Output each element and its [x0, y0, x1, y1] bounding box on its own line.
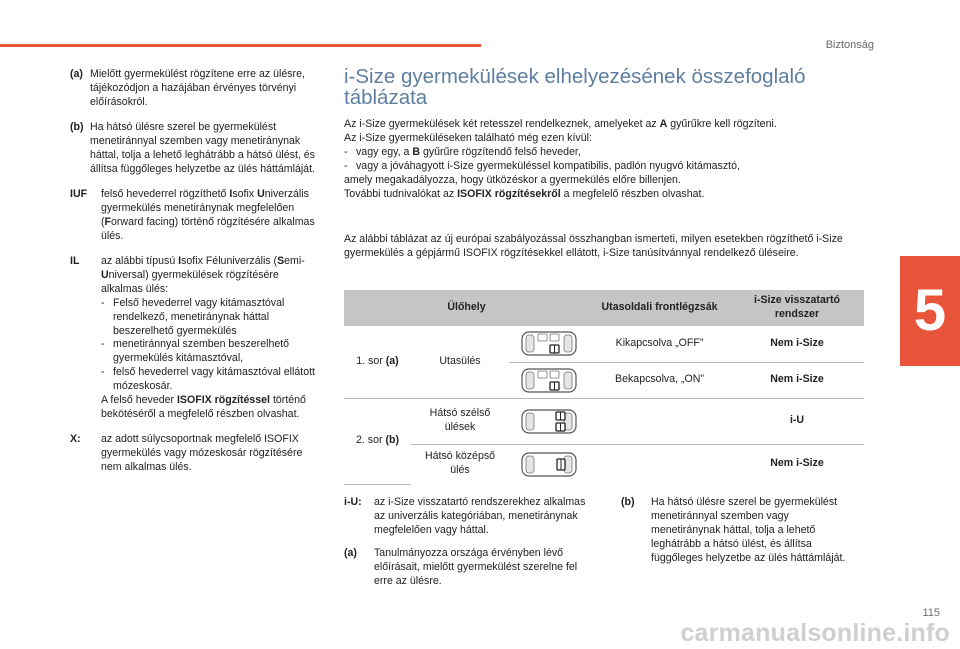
table-header-row — [344, 290, 864, 326]
seat-rear-outer: Hátsó szélső ülések — [411, 398, 509, 444]
table-row — [344, 398, 864, 444]
car-front-passenger-seat-icon — [509, 362, 589, 398]
row-label-second: 2. sor (b) — [344, 398, 411, 484]
seat-rear-middle: Hátsó középső ülés — [424, 450, 496, 477]
header-accent-bar — [0, 44, 481, 47]
row-label-first: 1. sor (a) — [344, 326, 411, 398]
intro-list — [344, 146, 864, 174]
footnote-b-tag: (b) — [621, 496, 635, 508]
isize-status: Nem i-Size — [730, 326, 864, 362]
iuf-text: felső hevederrel rögzíthető Isofix Univerzális gyermekülés menetiránynak megfelelően (Forward facing) történő rögzítésére alkalmas ülés. — [101, 187, 315, 242]
intro-paragraph-4: További tudnivalókat az ISOFIX rögzítésekről a megfelelő részben olvashat. — [344, 187, 705, 200]
header-isize: i-Size visszatartó rendszer — [730, 290, 864, 326]
isize-status: i-U — [730, 398, 864, 444]
footnote-iu — [344, 496, 596, 538]
right-column — [344, 67, 864, 261]
left-column — [70, 68, 322, 486]
footnote-a — [344, 547, 596, 589]
airbag-empty — [589, 444, 730, 484]
list-item: - felső hevederrel vagy kitámasztóval ellátott mózeskosár. — [101, 366, 322, 394]
footnote-a-tag: (a) — [344, 546, 357, 559]
footnote-iu-tag: i-U: — [344, 496, 362, 508]
intro-paragraph-1: Az i-Size gyermekülések két retesszel rendelkeznek, amelyeket az A gyűrűkre kell rögzíteni. — [344, 117, 777, 130]
footnotes-right — [621, 496, 861, 575]
chapter-tab: 5 — [900, 256, 960, 366]
footnotes-left — [344, 496, 596, 598]
table-row — [344, 326, 864, 362]
note-b-text: Ha hátsó ülésre szerel be gyermekülést menetiránnyal szemben vagy menetiránynak háttal, tolja a lehető leghátrább a hátsó ülést, és állítsa függőleges helyzetbe az ülés háttámláját. — [90, 120, 315, 175]
section-title: Biztonság — [825, 39, 874, 51]
airbag-off: Kikapcsolva „OFF” — [589, 326, 730, 362]
header-seat: Ülőhely — [344, 290, 589, 326]
intro-paragraph-2: Az i-Size gyermeküléseken található még ezen kívül: — [344, 131, 592, 144]
airbag-empty — [589, 398, 730, 444]
page-number: 115 — [922, 607, 940, 619]
note-b-tag: (b) — [70, 120, 84, 133]
isize-summary-table — [344, 290, 864, 485]
footnote-b — [621, 496, 861, 566]
header-airbag: Utasoldali frontlégzsák — [589, 290, 730, 326]
iuf-definition — [70, 188, 322, 244]
table-row — [344, 444, 864, 484]
car-rear-middle-seat-icon — [509, 444, 589, 484]
car-front-passenger-seat-icon — [509, 326, 589, 362]
isize-status: Nem i-Size — [730, 362, 864, 398]
seat-passenger: Utasülés — [411, 326, 509, 398]
note-a — [70, 68, 322, 110]
footnote-iu-text: az i-Size visszatartó rendszerekhez alkalmas az univerzális kategóriában, menetiránynak megfelelően vagy háttal. — [374, 496, 586, 536]
list-item: - Felső hevederrel vagy kitámasztóval rendelkező, menetiránynak háttal beszerelhető gyermekülés — [101, 297, 322, 339]
note-a-text: Mielőtt gyermekülést rögzítene erre az ülésre, tájékozódjon a hazájában érvényes törvényi előírásokról. — [90, 68, 305, 108]
page-title: i-Size gyermekülések elhelyezésének összefoglaló táblázata — [344, 65, 806, 109]
footnote-a-text: Tanulmányozza országa érvényben lévő előírásait, mielőtt gyermekülést szerelne fel erre az ülésre. — [374, 546, 578, 587]
intro-paragraph-3: amely megakadályozza, hogy ütközéskor a gyermekülés előre billenjen. — [344, 173, 681, 186]
il-tag: IL — [70, 254, 80, 267]
car-rear-outer-seats-icon — [509, 398, 589, 444]
il-list — [101, 297, 322, 395]
note-b — [70, 121, 322, 177]
list-item: - vagy a jóváhagyott i-Size gyermeküléssel kompatibilis, padlón nyugvó kitámasztó, — [344, 160, 864, 174]
iuf-tag: IUF — [70, 187, 88, 200]
list-item: - vagy egy, a B gyűrűre rögzítendő felső heveder, — [344, 146, 864, 160]
x-definition — [70, 433, 322, 475]
airbag-on: Bekapcsolva, „ON” — [589, 362, 730, 398]
x-text: az adott súlycsoportnak megfelelő ISOFIX gyermekülés vagy mózeskosár rögzítésére nem alkalmas ülés. — [101, 433, 303, 474]
il-definition — [70, 255, 322, 423]
x-tag: X: — [70, 433, 81, 446]
il-text: az alábbi típusú Isofix Féluniverzális (Semi-Universal) gyermekülések rögzítésére alkalmas ülés: - Felső hevederrel vagy kitámasztóval rendelkező, menetiránynak háttal beszerelhető gyermekülés - menetiránnyal szemben beszerelhető gyermekülés kitámasztóval, - felső hevederrel vagy kitámasztóval ellátott mózeskosár. A felső heveder ISOFIX rögzítéssel történő bekötéséről a megfelelő részben olvashat. — [101, 255, 322, 423]
isize-status: Nem i-Size — [770, 457, 824, 470]
table-intro-paragraph: Az alábbi táblázat az új európai szabályozással összhangban ismerteti, milyen esetekben rögzíthető i-Size gyermekülés a gépjármű ISOFIX rögzítésekkel ellátott, i-Size tanúsítvánnyal rendelkező üléseire. — [344, 232, 843, 259]
footnote-b-text: Ha hátsó ülésre szerel be gyermekülést menetiránnyal szemben vagy menetiránynak háttal, tolja a lehető leghátrább a hátsó ülést, és állítsa függőleges helyzetbe az ülés háttámláját. — [651, 496, 846, 564]
list-item: - menetiránnyal szemben beszerelhető gyermekülés kitámasztóval, — [101, 338, 322, 366]
note-a-tag: (a) — [70, 68, 83, 80]
watermark: carmanualsonline.info — [680, 619, 950, 647]
